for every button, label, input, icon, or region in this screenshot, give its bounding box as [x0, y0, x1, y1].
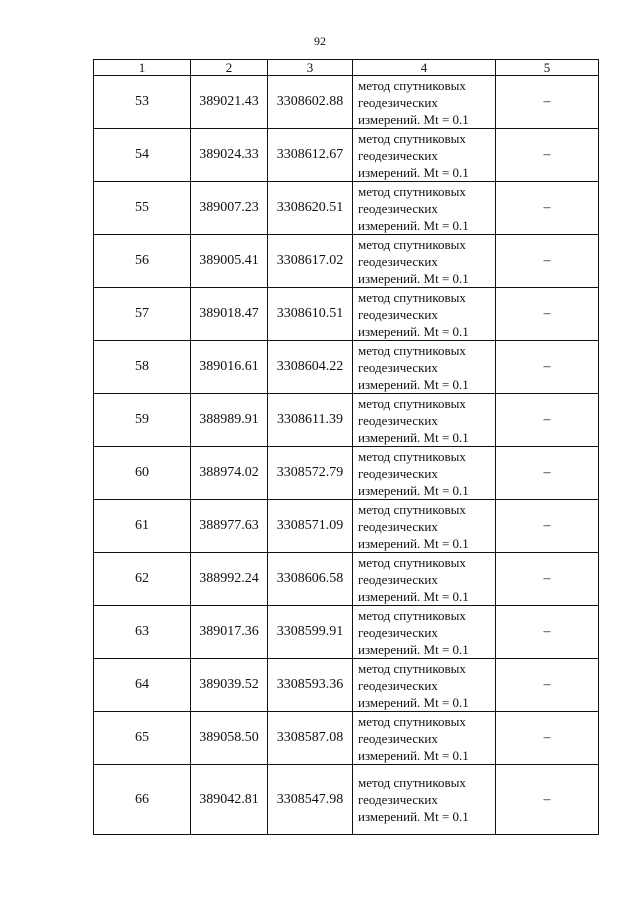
point-number-cell: 56 [94, 235, 191, 288]
method-line: измерений. Mt = 0.1 [358, 747, 469, 763]
method-line: геодезических [358, 465, 438, 481]
column-5-cell: – [496, 182, 599, 235]
method-line: метод спутниковых [358, 607, 466, 623]
table-row [94, 765, 599, 835]
table-row [94, 288, 599, 341]
y-coordinate-cell: 3308604.22 [268, 341, 353, 394]
method-cell [353, 182, 496, 235]
method-line: геодезических [358, 253, 438, 269]
method-line: метод спутниковых [358, 713, 466, 729]
coordinates-table [93, 59, 599, 835]
method-line: метод спутниковых [358, 501, 466, 517]
y-coordinate-cell: 3308611.39 [268, 394, 353, 447]
method-line: геодезических [358, 94, 438, 110]
method-cell [353, 235, 496, 288]
column-5-cell: – [496, 765, 599, 835]
method-cell [353, 765, 496, 835]
method-cell [353, 659, 496, 712]
point-number-cell: 62 [94, 553, 191, 606]
y-coordinate-cell: 3308617.02 [268, 235, 353, 288]
method-line: измерений. Mt = 0.1 [358, 164, 469, 180]
method-line: геодезических [358, 571, 438, 587]
table-row [94, 76, 599, 129]
x-coordinate-cell: 389016.61 [191, 341, 268, 394]
method-line: метод спутниковых [358, 660, 466, 676]
table-row [94, 553, 599, 606]
point-number-cell: 55 [94, 182, 191, 235]
method-line: геодезических [358, 730, 438, 746]
method-line: измерений. Mt = 0.1 [358, 376, 469, 392]
x-coordinate-cell: 388992.24 [191, 553, 268, 606]
column-5-cell: – [496, 76, 599, 129]
method-line: измерений. Mt = 0.1 [358, 535, 469, 551]
point-number-cell: 53 [94, 76, 191, 129]
table-row [94, 500, 599, 553]
table-row [94, 606, 599, 659]
point-number-cell: 66 [94, 765, 191, 835]
table-body [94, 76, 599, 835]
x-coordinate-cell: 388974.02 [191, 447, 268, 500]
table-row [94, 659, 599, 712]
y-coordinate-cell: 3308620.51 [268, 182, 353, 235]
method-cell [353, 606, 496, 659]
column-5-cell: – [496, 129, 599, 182]
column-5-cell: – [496, 553, 599, 606]
method-line: метод спутниковых [358, 554, 466, 570]
page-number: 92 [314, 34, 326, 48]
table-row [94, 712, 599, 765]
method-line: геодезических [358, 147, 438, 163]
method-line: метод спутниковых [358, 289, 466, 305]
point-number-cell: 57 [94, 288, 191, 341]
y-coordinate-cell: 3308571.09 [268, 500, 353, 553]
x-coordinate-cell: 388989.91 [191, 394, 268, 447]
method-cell [353, 447, 496, 500]
y-coordinate-cell: 3308547.98 [268, 765, 353, 835]
method-line: геодезических [358, 306, 438, 322]
method-line: геодезических [358, 200, 438, 216]
method-line: измерений. Mt = 0.1 [358, 641, 469, 657]
method-line: измерений. Mt = 0.1 [358, 429, 469, 445]
y-coordinate-cell: 3308587.08 [268, 712, 353, 765]
method-cell [353, 129, 496, 182]
method-line: геодезических [358, 412, 438, 428]
y-coordinate-cell: 3308572.79 [268, 447, 353, 500]
table-row [94, 182, 599, 235]
method-line: измерений. Mt = 0.1 [358, 270, 469, 286]
point-number-cell: 65 [94, 712, 191, 765]
method-cell [353, 288, 496, 341]
header-col-5: 5 [496, 60, 599, 76]
x-coordinate-cell: 389018.47 [191, 288, 268, 341]
method-line: метод спутниковых [358, 395, 466, 411]
method-line: геодезических [358, 677, 438, 693]
column-5-cell: – [496, 447, 599, 500]
x-coordinate-cell: 389017.36 [191, 606, 268, 659]
method-cell [353, 394, 496, 447]
column-5-cell: – [496, 659, 599, 712]
method-line: метод спутниковых [358, 183, 466, 199]
header-col-4: 4 [353, 60, 496, 76]
table-row [94, 129, 599, 182]
x-coordinate-cell: 389058.50 [191, 712, 268, 765]
y-coordinate-cell: 3308593.36 [268, 659, 353, 712]
method-cell [353, 553, 496, 606]
method-line: измерений. Mt = 0.1 [358, 111, 469, 127]
point-number-cell: 63 [94, 606, 191, 659]
method-line: метод спутниковых [358, 342, 466, 358]
point-number-cell: 61 [94, 500, 191, 553]
column-5-cell: – [496, 235, 599, 288]
point-number-cell: 54 [94, 129, 191, 182]
x-coordinate-cell: 388977.63 [191, 500, 268, 553]
y-coordinate-cell: 3308599.91 [268, 606, 353, 659]
method-cell [353, 76, 496, 129]
column-5-cell: – [496, 394, 599, 447]
y-coordinate-cell: 3308612.67 [268, 129, 353, 182]
method-line: измерений. Mt = 0.1 [358, 694, 469, 710]
method-cell [353, 712, 496, 765]
x-coordinate-cell: 389005.41 [191, 235, 268, 288]
x-coordinate-cell: 389042.81 [191, 765, 268, 835]
method-line: метод спутниковых [358, 77, 466, 93]
method-line: измерений. Mt = 0.1 [358, 588, 469, 604]
header-col-1: 1 [94, 60, 191, 76]
point-number-cell: 60 [94, 447, 191, 500]
point-number-cell: 58 [94, 341, 191, 394]
column-5-cell: – [496, 500, 599, 553]
method-line: геодезических [358, 359, 438, 375]
column-5-cell: – [496, 341, 599, 394]
table-row [94, 341, 599, 394]
method-line: геодезических [358, 792, 438, 807]
x-coordinate-cell: 389007.23 [191, 182, 268, 235]
method-line: измерений. Mt = 0.1 [358, 217, 469, 233]
header-col-3: 3 [268, 60, 353, 76]
table-row [94, 394, 599, 447]
method-cell [353, 341, 496, 394]
x-coordinate-cell: 389021.43 [191, 76, 268, 129]
x-coordinate-cell: 389024.33 [191, 129, 268, 182]
point-number-cell: 59 [94, 394, 191, 447]
point-number-cell: 64 [94, 659, 191, 712]
method-line: метод спутниковых [358, 236, 466, 252]
column-5-cell: – [496, 712, 599, 765]
method-line: геодезических [358, 624, 438, 640]
header-col-2: 2 [191, 60, 268, 76]
method-line: измерений. Mt = 0.1 [358, 482, 469, 498]
method-line: измерений. Mt = 0.1 [358, 809, 469, 824]
method-line: измерений. Mt = 0.1 [358, 323, 469, 339]
method-line: геодезических [358, 518, 438, 534]
y-coordinate-cell: 3308610.51 [268, 288, 353, 341]
x-coordinate-cell: 389039.52 [191, 659, 268, 712]
column-5-cell: – [496, 288, 599, 341]
method-line: метод спутниковых [358, 130, 466, 146]
table-row [94, 235, 599, 288]
y-coordinate-cell: 3308606.58 [268, 553, 353, 606]
table-row [94, 447, 599, 500]
header-row [94, 60, 599, 76]
method-cell [353, 500, 496, 553]
method-line: метод спутниковых [358, 775, 466, 790]
y-coordinate-cell: 3308602.88 [268, 76, 353, 129]
column-5-cell: – [496, 606, 599, 659]
method-line: метод спутниковых [358, 448, 466, 464]
